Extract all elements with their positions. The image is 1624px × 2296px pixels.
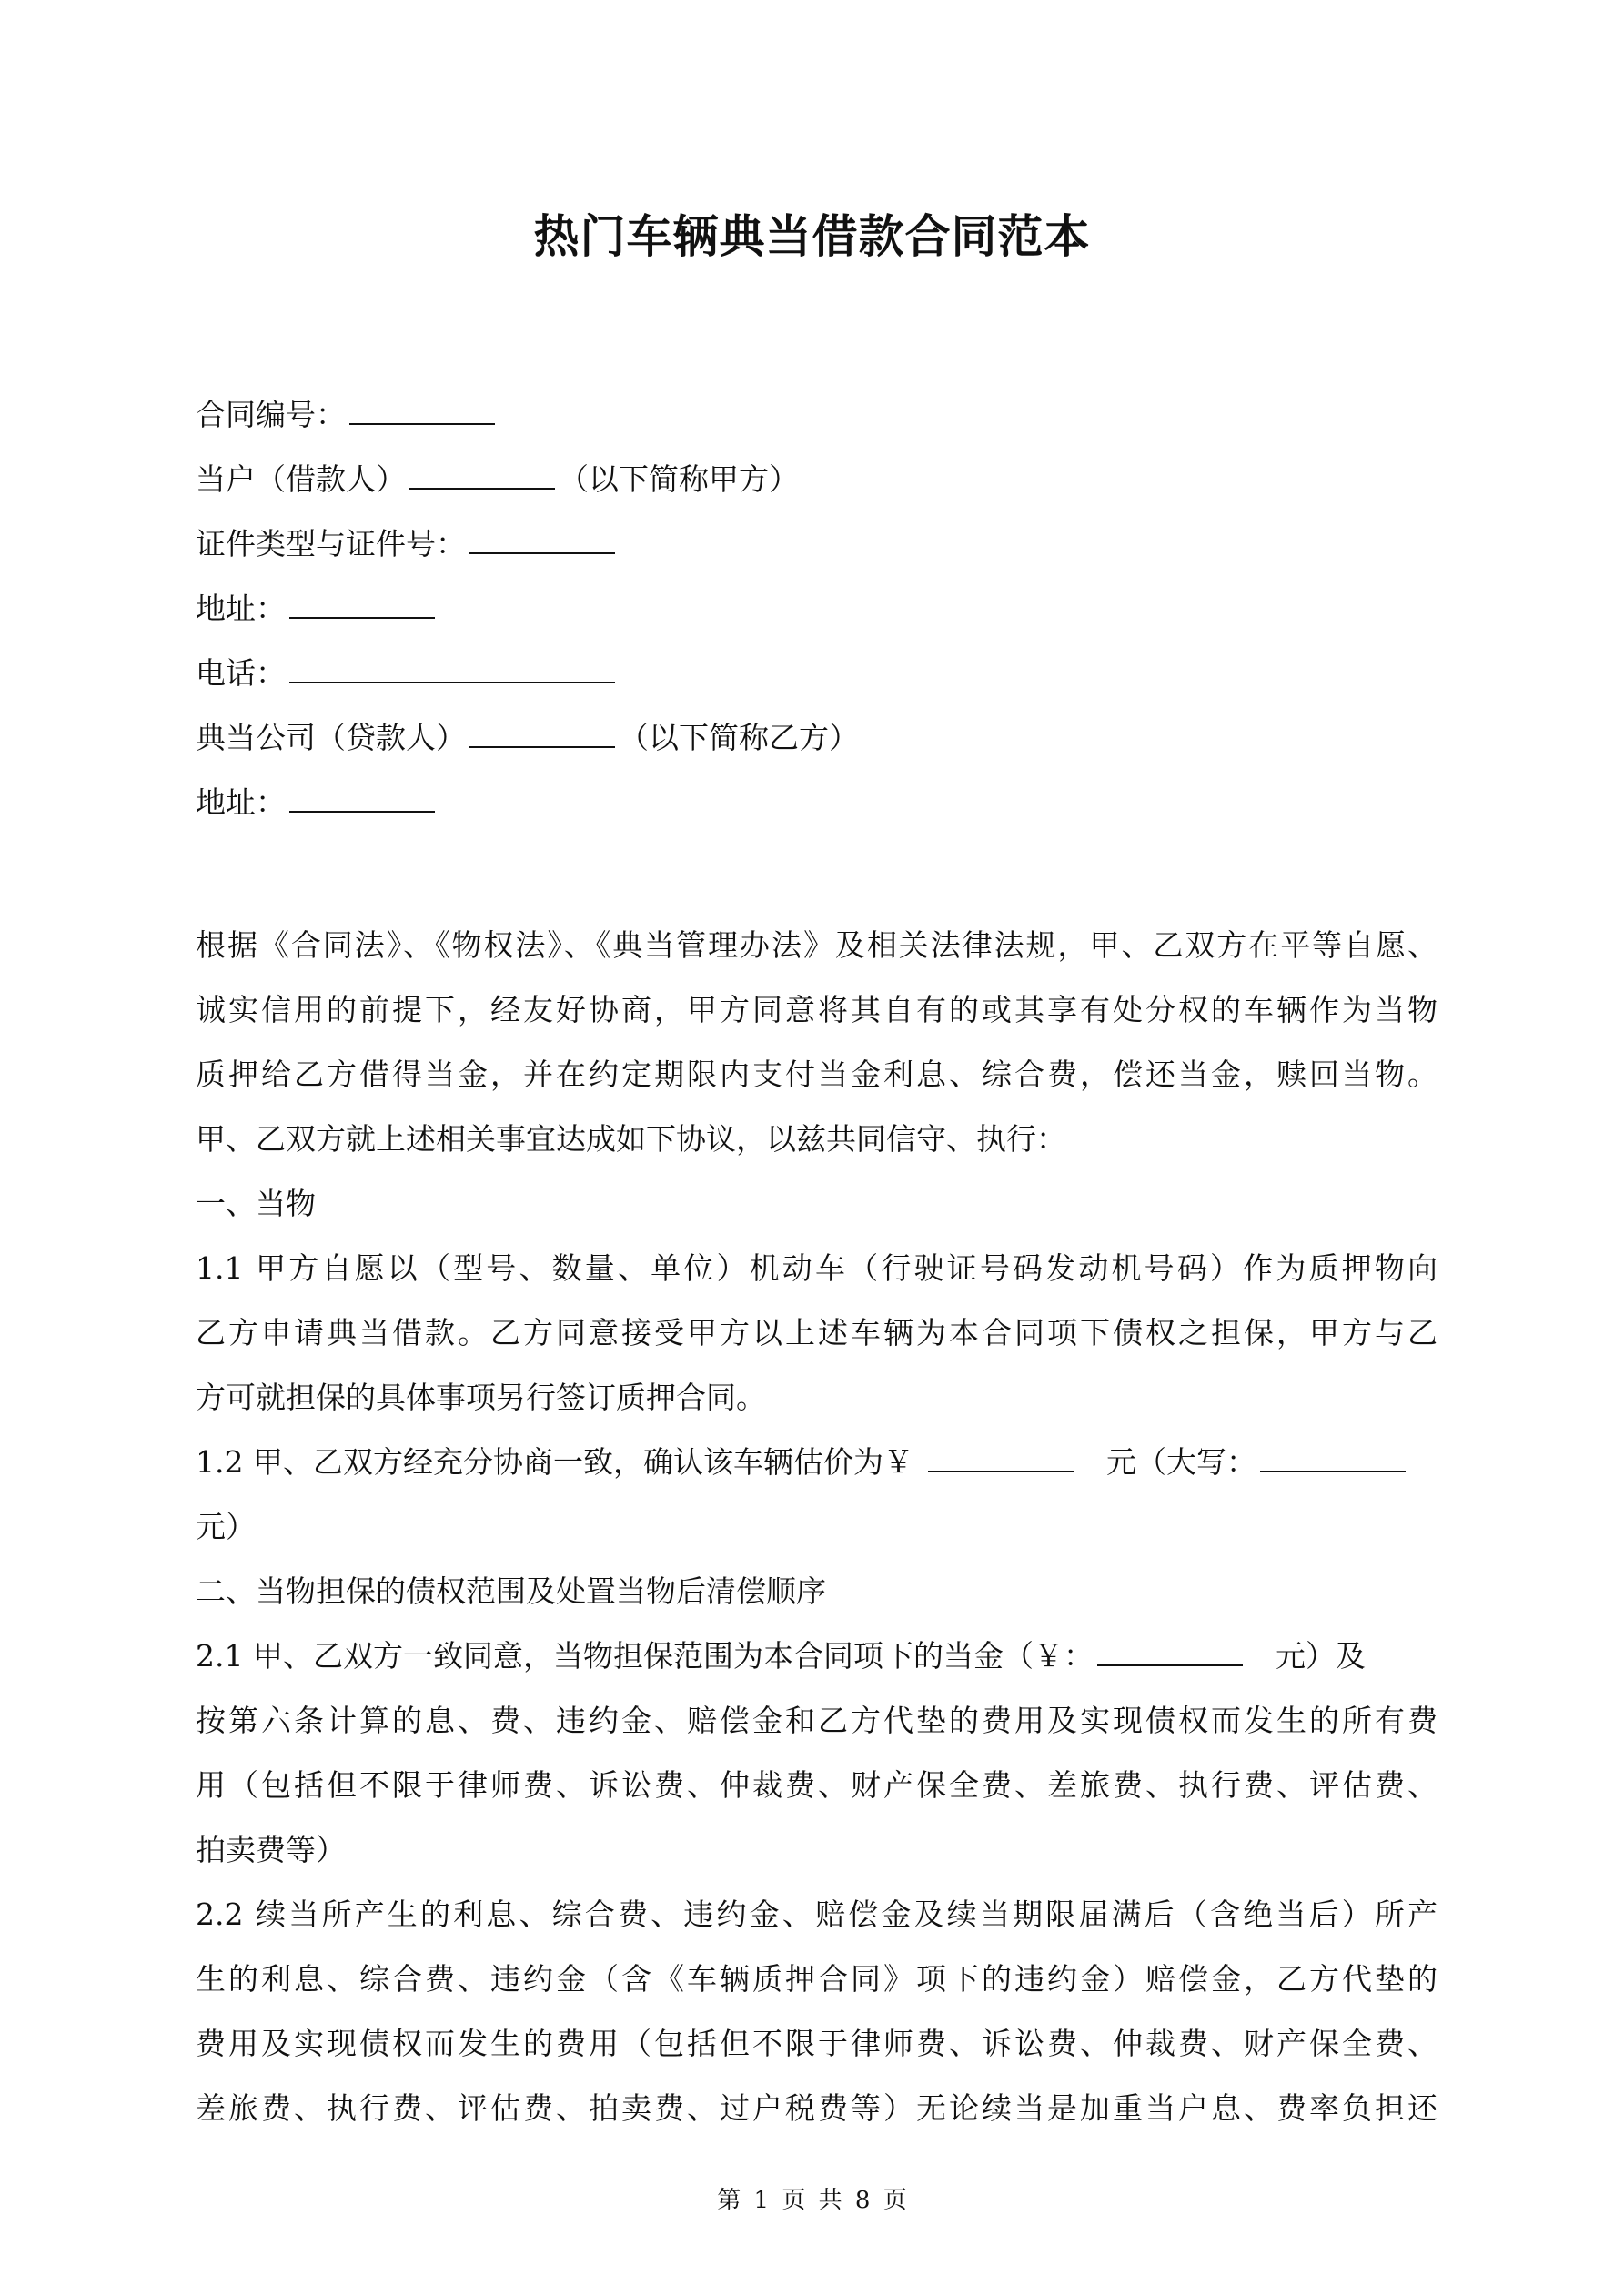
field-suffix: （以下简称甲方） <box>559 461 799 497</box>
pawnshop-address-blank <box>289 784 435 813</box>
field-label: 地址： <box>196 591 286 626</box>
field-label: 地址： <box>196 784 286 820</box>
clause-1-1-line: 方可就担保的具体事项另行签订质押合同。 <box>196 1380 766 1415</box>
preamble-line: 质押给乙方借得当金，并在约定期限内支付当金利息、综合费，偿还当金，赎回当物。 <box>196 1057 1437 1092</box>
clause-2-1-line: 用（包括但不限于律师费、诉讼费、仲裁费、财产保全费、差旅费、执行费、评估费、 <box>196 1767 1437 1803</box>
loan-amount-blank <box>1097 1637 1243 1666</box>
pawnshop-field <box>196 705 1437 770</box>
field-label: 电话： <box>196 655 286 691</box>
preamble-line: 根据《合同法》、《物权法》、《典当管理办法》及相关法律法规，甲、乙双方在平等自愿、 <box>196 927 1437 963</box>
clause-2-2-line: 差旅费、执行费、评估费、拍卖费、过户税费等）无论续当是加重当户息、费率负担还 <box>196 2090 1437 2126</box>
phone-blank <box>289 654 615 683</box>
clause-1-2-prefix: 1.2 甲、乙双方经充分协商一致，确认该车辆估价为￥ <box>196 1444 913 1480</box>
clause-1-2-line <box>196 1430 1437 1494</box>
preamble-line: 诚实信用的前提下，经友好协商，甲方同意将其自有的或其享有处分权的车辆作为当物 <box>196 992 1437 1027</box>
clause-1-2-mid: 元（大写： <box>1105 1444 1256 1480</box>
clause-1-1-line: 1.1 甲方自愿以（型号、数量、单位）机动车（行驶证号码发动机号码）作为质押物向 <box>196 1250 1437 1286</box>
section-1-heading: 一、当物 <box>196 1186 316 1221</box>
page-footer: 第 1 页 共 8 页 <box>717 2187 907 2214</box>
clause-2-1-suffix: 元）及 <box>1275 1638 1366 1674</box>
pawner-address-blank <box>289 590 435 619</box>
contract-number-blank <box>349 396 495 425</box>
contract-number-field <box>196 382 1437 447</box>
phone-field <box>196 641 1437 705</box>
pawnshop-address-field <box>196 770 1437 834</box>
field-label: 合同编号： <box>196 397 346 432</box>
document-body <box>196 382 1437 2140</box>
pawner-field <box>196 447 1437 511</box>
pawner-address-field <box>196 576 1437 641</box>
clause-1-1-line: 乙方申请典当借款。乙方同意接受甲方以上述车辆为本合同项下债权之担保，甲方与乙 <box>196 1315 1437 1350</box>
field-label: 典当公司（贷款人） <box>196 720 466 755</box>
preamble-line: 甲、乙双方就上述相关事宜达成如下协议，以兹共同信守、执行： <box>196 1121 1066 1157</box>
clause-2-2-line: 2.2 续当所产生的利息、综合费、违约金、赔偿金及续当期限届满后（含绝当后）所产 <box>196 1896 1437 1932</box>
section-spacer <box>196 834 1437 913</box>
clause-2-1-line: 按第六条计算的息、费、违约金、赔偿金和乙方代垫的费用及实现债权而发生的所有费 <box>196 1703 1437 1738</box>
clause-2-1-prefix: 2.1 甲、乙双方一致同意，当物担保范围为本合同项下的当金（￥： <box>196 1638 1094 1674</box>
clause-2-1-line: 拍卖费等） <box>196 1832 346 1867</box>
clause-2-2-line: 费用及实现债权而发生的费用（包括但不限于律师费、诉讼费、仲裁费、财产保全费、 <box>196 2026 1437 2061</box>
id-number-blank <box>469 525 615 554</box>
pawnshop-name-blank <box>469 719 615 748</box>
field-label: 当户（借款人） <box>196 461 406 497</box>
clause-2-2-line: 生的利息、综合费、违约金（含《车辆质押合同》项下的违约金）赔偿金，乙方代垫的 <box>196 1961 1437 1997</box>
document-title: 热门车辆典当借款合同范本 <box>533 209 1091 263</box>
section-2-heading: 二、当物担保的债权范围及处置当物后清偿顺序 <box>196 1573 826 1609</box>
valuation-amount-blank <box>928 1443 1074 1472</box>
id-type-field <box>196 511 1437 576</box>
pawner-name-blank <box>409 460 555 490</box>
field-suffix: （以下简称乙方） <box>619 720 859 755</box>
clause-1-2-line: 元） <box>196 1509 256 1544</box>
valuation-words-blank <box>1260 1443 1406 1472</box>
field-label: 证件类型与证件号： <box>196 526 466 561</box>
clause-2-1-line <box>196 1623 1437 1688</box>
